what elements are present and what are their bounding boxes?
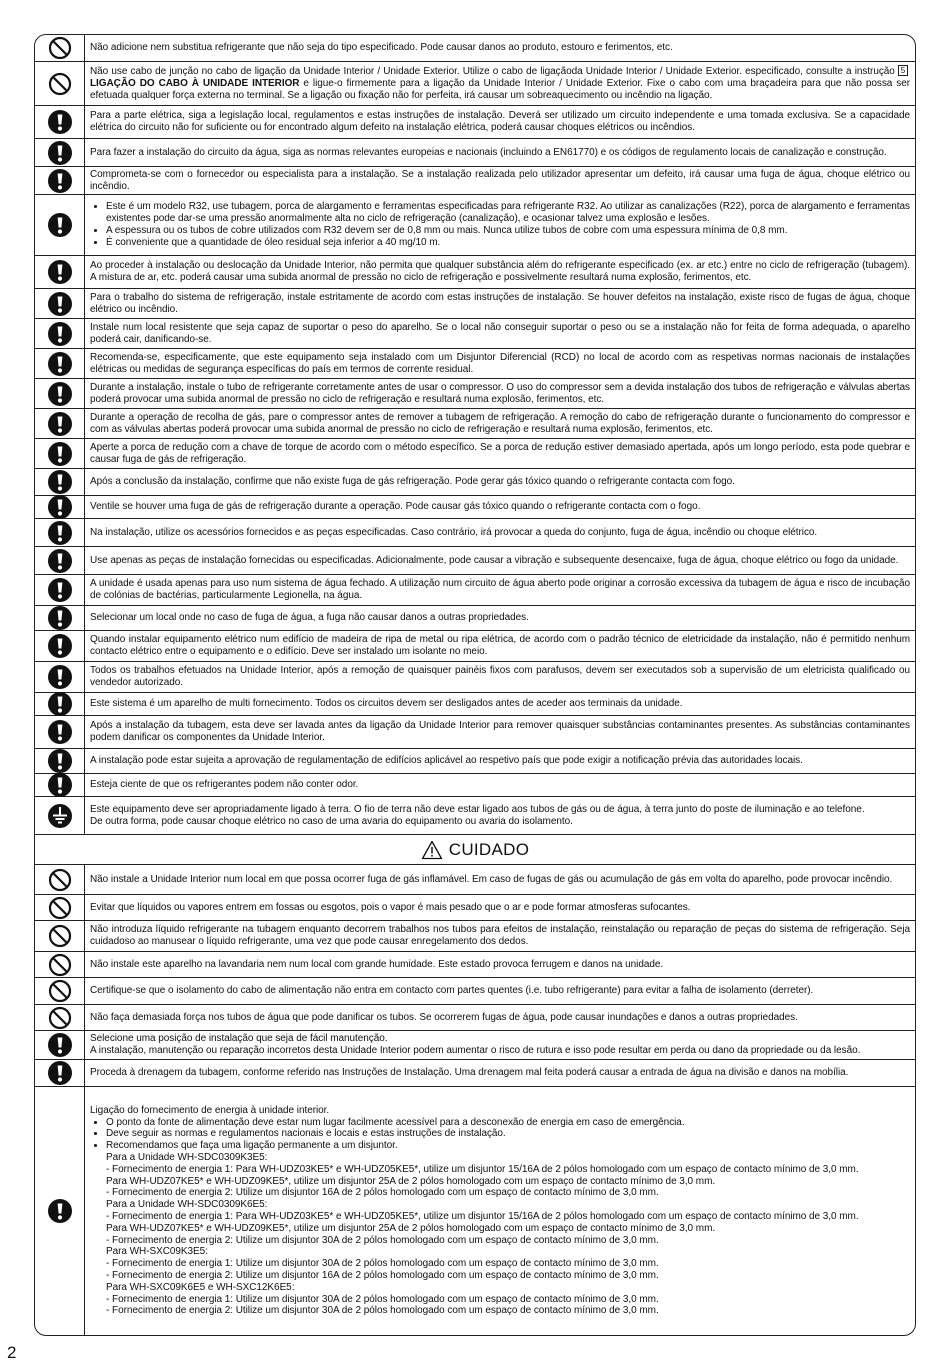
instruction-line: De outra forma, pode causar choque elétrico no caso de uma avaria do equipamento ou avaria do isolamento. [90, 815, 573, 827]
power-detail-line: Para WH-SXC09K6E5 e WH-SXC12K6E5: [106, 1281, 295, 1293]
row-icon-cell [35, 439, 85, 468]
row-text-cell [85, 575, 915, 605]
warning-row [35, 409, 915, 439]
mandatory-exclamation-icon [47, 469, 73, 495]
prohibition-icon [48, 979, 72, 1003]
instruction-text: Não instale a Unidade Interior num local em que possa ocorrer fuga de gás inflamável. Em caso de fugas de gás ou acumulação de gás em volta do aparelho, pode provocar incêndio. [90, 873, 893, 885]
warning-row [35, 167, 915, 195]
caution-row-item [35, 952, 915, 978]
instruction-text: Selecionar um local onde no caso de fuga de água, a fuga não causar danos a outras propriedades. [90, 612, 529, 624]
instruction-text: Ventile se houver uma fuga de gás de refrigeração durante a operação. Pode causar gás tóxico quando o refrigerante contacta com o fogo. [90, 501, 701, 513]
power-detail-line: - Fornecimento de energia 2: Utilize um disjuntor 16A de 2 pólos homologado com um espaço de contacto mínimo de 3,0 mm. [106, 1187, 659, 1199]
instruction-text: Evitar que líquidos ou vapores entrem em fossas ou esgotos, pois o vapor é mais pesado que o ar e pode formar atmosferas sufocantes. [90, 901, 691, 913]
row-icon-cell [35, 379, 85, 408]
row-text-cell [85, 62, 915, 105]
warning-row [35, 256, 915, 289]
instruction-text: Esteja ciente de que os refrigerantes podem não conter odor. [90, 779, 359, 791]
bullet-item: • O ponto da fonte de alimentação deve estar num lugar facilmente acessível para a desconexão de energia em caso de emergência. [106, 1117, 910, 1129]
row-text-cell [85, 952, 915, 977]
bullet-item: • Recomendamos que faça uma ligação permanente a um disjuntor. [106, 1140, 910, 1152]
row-text-cell [85, 35, 915, 61]
power-detail-line: - Fornecimento de energia 2: Utilize um disjuntor 30A de 2 pólos homologado com um espaço de contacto mínimo de 3,0 mm. [106, 1305, 659, 1317]
warning-row [35, 379, 915, 409]
caution-title [421, 840, 530, 860]
row-icon-cell [35, 519, 85, 546]
row-icon-cell [35, 797, 85, 834]
row-text-cell [85, 1031, 915, 1059]
caution-row-item [35, 921, 915, 952]
mandatory-exclamation-icon [47, 321, 73, 347]
row-icon-cell [35, 662, 85, 692]
instruction-intro: Ligação do fornecimento de energia à unidade interior. [90, 1104, 330, 1116]
row-text-cell [85, 519, 915, 546]
instruction-text: Após a conclusão da instalação, confirme que não existe fuga de gás refrigeração. Pode gerar gás tóxico quando o refrigerante contacta com fogo. [90, 476, 735, 488]
bullet-list [90, 201, 910, 248]
instruction-text: Instale num local resistente que seja capaz de suportar o peso do aparelho. Se o local não conseguir suportar o peso ou se a instalação não for feita de forma adequada, o aparelho poderá cair, danificando-se. [90, 321, 910, 345]
instruction-text: Para fazer a instalação do circuito da água, siga as normas relevantes europeias e nacionais (incluindo a EN61770) e os códigos de regulamento locais de canalização e construção. [90, 146, 887, 158]
instruction-text: Comprometa-se com o fornecedor ou especialista para a instalação. Se a instalação realizada pelo utilizador apresentar um defeito, irá causar uma fuga de água, choque elétrico ou incêndio. [90, 168, 910, 192]
instruction-text: A instalação pode estar sujeita a aprovação de regulamentação de edifícios aplicável ao respetivo país que pode exigir a notificação prévia das autoridades locais. [90, 755, 803, 767]
instruction-text: Certifique-se que o isolamento do cabo de alimentação não entra em contacto com partes quentes (i.e. tubo refrigerante) para evitar a falha de isolamento (derreter). [90, 985, 814, 997]
row-icon-cell [35, 1060, 85, 1086]
instruction-text: Ao proceder à instalação ou deslocação da Unidade Interior, não permita que qualquer substância além do refrigerante especificado (ex. ar etc.) entre no ciclo de refrigeração (tubagem). A mistura de ar, etc. poderá causar uma subida anormal de pressão no ciclo de refrigeração e possivelmente resultará numa explosão, ferimentos, etc. [90, 260, 910, 283]
warning-row [35, 62, 915, 106]
row-text-cell [85, 319, 915, 348]
row-icon-cell [35, 978, 85, 1004]
row-icon-cell [35, 167, 85, 194]
mandatory-exclamation-icon [47, 520, 73, 546]
instruction-text: Durante a operação de recolha de gás, pare o compressor antes de remover a tubagem de refrigeração. A remoção do cabo de refrigeração durante o funcionamento do compressor e com as válvulas abertas poderá provocar uma subida anormal de pressão no ciclo de refrigeração e resultará numa explosão, ferimentos, etc. [90, 411, 910, 435]
row-text-cell [85, 439, 915, 468]
mandatory-exclamation-icon [47, 109, 73, 135]
instruction-text: Não adicione nem substitua refrigerante que não seja do tipo especificado. Pode causar danos ao produto, estouro e ferimentos, etc. [90, 42, 673, 54]
power-detail-line: Para WH-UDZ07KE5* e WH-UDZ09KE5*, utilize um disjuntor 25A de 2 pólos homologado com um espaço de contacto mínimo de 3,0 mm. [106, 1175, 716, 1187]
row-icon-cell [35, 1087, 85, 1335]
caution-row-item [35, 865, 915, 895]
caution-row-item [35, 1031, 915, 1060]
power-detail-line: - Fornecimento de energia 2: Utilize um disjuntor 30A de 2 pólos homologado com um espaço de contacto mínimo de 3,0 mm. [106, 1234, 659, 1246]
mandatory-exclamation-icon [47, 605, 73, 631]
power-supply-row [35, 1087, 915, 1335]
warning-row [35, 35, 915, 62]
row-icon-cell [35, 749, 85, 773]
row-icon-cell [35, 409, 85, 438]
section-reference: LIGAÇÃO DO CABO À UNIDADE INTERIOR [90, 78, 300, 90]
instruction-text: Para a parte elétrica, siga a legislação local, regulamentos e estas instruções de instalação. Deverá ser utilizado um circuito independente e uma tomada exclusiva. Se a capacidade elétrica do circuito não for suficiente ou for encontrado algum defeito na instalação elétrica, poderá causar choques elétricos ou incêndios. [90, 110, 910, 133]
power-detail-line: Para WH-SXC09K3E5: [106, 1246, 208, 1258]
mandatory-exclamation-icon [47, 411, 73, 437]
caution-header [35, 835, 915, 865]
caution-row-item [35, 1005, 915, 1031]
instruction-text: Para o trabalho do sistema de refrigeração, instale estritamente de acordo com estas instruções de instalação. Se houver defeitos na instalação, existe risco de fugas de água, choque elétrico ou incêndio. [90, 291, 910, 315]
row-icon-cell [35, 952, 85, 977]
warning-row [35, 631, 915, 662]
row-text-cell [85, 1060, 915, 1086]
row-icon-cell [35, 139, 85, 166]
row-icon-cell [35, 349, 85, 378]
instruction-text: A unidade é usada apenas para uso num sistema de água fechado. A utilização num circuito de água aberto pode originar a corrosão excessiva da tubagem de água e risco de incubação de colónias de bactérias, particularmente Legionella, na água. [90, 578, 910, 601]
row-text-cell [85, 496, 915, 518]
row-text-cell [85, 978, 915, 1004]
row-text-cell [85, 631, 915, 661]
mandatory-exclamation-icon [47, 748, 73, 774]
row-text-cell [85, 139, 915, 166]
caution-row-item [35, 895, 915, 921]
row-icon-cell [35, 547, 85, 574]
row-icon-cell [35, 62, 85, 105]
instruction-text: Proceda à drenagem da tubagem, conforme referido nas Instruções de Instalação. Uma drenagem mal feita poderá causar a entrada de água na divisão e danos na mobília. [90, 1067, 849, 1079]
power-detail-line: Para WH-UDZ07KE5* e WH-UDZ09KE5*, utilize um disjuntor 25A de 2 pólos homologado com um espaço de contacto mínimo de 3,0 mm. [106, 1222, 716, 1234]
row-text-cell [85, 797, 915, 834]
instruction-text: Todos os trabalhos efetuados na Unidade Interior, após a remoção de quaisquer painéis fixos com parafusos, devem ser executados sob a supervisão de um eletricista qualificado ou vendedor autorizado. [90, 665, 910, 688]
warning-triangle-icon [421, 840, 443, 860]
power-detail-line: Para a Unidade WH-SDC0309K6E5: [106, 1199, 268, 1211]
mandatory-exclamation-icon [47, 494, 73, 520]
mandatory-exclamation-icon [47, 1032, 73, 1058]
instruction-text: Na instalação, utilize os acessórios fornecidos e as peças especificadas. Caso contrário, irá provocar a queda do conjunto, fuga de água, incêndio ou choque elétrico. [90, 526, 818, 538]
row-text-cell [85, 1005, 915, 1030]
prohibition-icon [48, 72, 72, 96]
row-icon-cell [35, 774, 85, 796]
power-detail-line: - Fornecimento de energia 1: Para WH-UDZ03KE5* e WH-UDZ05KE5*, utilize um disjuntor 15/16A de 2 pólos homologado com um espaço de contacto mínimo de 3,0 mm. [106, 1163, 859, 1175]
instruction-text-part: Não use cabo de junção no cabo de ligação da Unidade Interior / Unidade Exterior. Utilize o cabo de ligaçãoda Unidade Interior / Unidade Exterior. especificado, consulte a instrução [90, 66, 898, 78]
bullet-list [90, 1117, 910, 1152]
instruction-text: Não faça demasiada força nos tubos de água que pode danificar os tubos. Se ocorrerem fugas de água, pode causar inundações e danos a outras propriedades. [90, 1011, 798, 1023]
instruction-line: Este equipamento deve ser apropriadamente ligado à terra. O fio de terra não deve estar ligado aos tubos de gás ou de água, à terra junto do poste de iluminação e ao telefone. [90, 803, 865, 815]
warning-row [35, 289, 915, 319]
bullet-item: • É conveniente que a quantidade de óleo residual seja inferior a 40 mg/10 m. [106, 237, 910, 249]
row-text-cell [85, 349, 915, 378]
row-icon-cell [35, 606, 85, 630]
page-number: 2 [7, 1343, 17, 1362]
mandatory-exclamation-icon [47, 212, 73, 238]
row-text-cell [85, 1087, 915, 1335]
power-detail-line: Para a Unidade WH-SDC0309K3E5: [106, 1152, 268, 1164]
safety-table [34, 34, 916, 1336]
row-icon-cell [35, 1031, 85, 1059]
warning-row [35, 349, 915, 379]
warning-row [35, 749, 915, 774]
instruction-text: Durante a instalação, instale o tubo de refrigerante corretamente antes de usar o compressor. O uso do compressor sem a devida instalação dos tubos de refrigeração e válvulas abertas poderá provocar uma subida anormal de pressão no ciclo de refrigeração e resultará numa explosão, ferimentos, etc. [90, 381, 910, 405]
mandatory-exclamation-icon [47, 664, 73, 690]
caution-row-item [35, 1060, 915, 1087]
instruction-text: Aperte a porca de redução com a chave de torque de acordo com o método específico. Se a porca de redução estiver demasiado apertada, após um longo período, esta pode quebrar e causar fuga de gás de refrigeração. [90, 441, 910, 465]
row-icon-cell [35, 575, 85, 605]
mandatory-exclamation-icon [47, 772, 73, 798]
mandatory-exclamation-icon [47, 381, 73, 407]
row-icon-cell [35, 631, 85, 661]
warning-row [35, 139, 915, 167]
row-icon-cell [35, 195, 85, 255]
row-icon-cell [35, 319, 85, 348]
row-text-cell [85, 606, 915, 630]
mandatory-exclamation-icon [47, 691, 73, 717]
instruction-text: Use apenas as peças de instalação fornecidas ou especificadas. Adicionalmente, pode causar a vibração e subsequente desencaixe, fuga de água, choque elétrico ou fogo da unidade. [90, 554, 899, 566]
row-icon-cell [35, 106, 85, 138]
power-detail-line: - Fornecimento de energia 1: Utilize um disjuntor 30A de 2 pólos homologado com um espaço de contacto mínimo de 3,0 mm. [106, 1293, 659, 1305]
row-text-cell [85, 774, 915, 796]
prohibition-icon [48, 896, 72, 920]
row-icon-cell [35, 716, 85, 748]
mandatory-exclamation-icon [47, 291, 73, 317]
prohibition-icon [48, 868, 72, 892]
bullet-item: • Deve seguir as normas e regulamentos nacionais e locais e estas instruções de instalação. [106, 1128, 910, 1140]
instruction-text: Este sistema é um aparelho de multi fornecimento. Todos os circuitos devem ser desligados antes de aceder aos terminais da unidade. [90, 698, 683, 710]
row-icon-cell [35, 496, 85, 518]
instruction-text: Quando instalar equipamento elétrico num edifício de madeira de ripa de metal ou ripa elétrica, de acordo com o padrão técnico de eletricidade da instalação, não é permitido nenhum contacto elétrico entre o equipamento e o edifício. Deve ser instalado um isolante no meio. [90, 634, 910, 657]
warning-row [35, 496, 915, 519]
row-text-cell [85, 865, 915, 894]
bullet-item: • Este é um modelo R32, use tubagem, porca de alargamento e ferramentas especificadas para refrigerante R32. Ao utilizar as canalizações (R22), porca de alargamento e ferramentas existentes pode dar-se uma pressão anormalmente alta no ciclo de refrigeração (canalização), e ocasionar talvez uma explosão e lesões. [106, 201, 910, 225]
power-detail-line: - Fornecimento de energia 1: Utilize um disjuntor 30A de 2 pólos homologado com um espaço de contacto mínimo de 3,0 mm. [106, 1258, 659, 1270]
row-text-cell [85, 167, 915, 194]
row-icon-cell [35, 289, 85, 318]
prohibition-icon [48, 1006, 72, 1030]
caution-label: CUIDADO [448, 839, 530, 859]
row-text-cell [85, 256, 915, 288]
power-detail-line: - Fornecimento de energia 2: Utilize um disjuntor 16A de 2 pólos homologado com um espaço de contacto mínimo de 3,0 mm. [106, 1269, 659, 1281]
row-icon-cell [35, 895, 85, 920]
row-text-cell [85, 662, 915, 692]
warning-row [35, 319, 915, 349]
row-text-cell [85, 106, 915, 138]
row-text-cell [85, 379, 915, 408]
mandatory-exclamation-icon [47, 168, 73, 194]
row-text-cell [85, 895, 915, 920]
instruction-line: A instalação, manutenção ou reparação incorretos desta Unidade Interior podem aumentar o risco de rutura e isso pode resultar em perda ou dano da propriedade ou da lesão. [90, 1045, 861, 1056]
row-text-cell [85, 409, 915, 438]
instruction-text: Recomenda-se, especificamente, que este equipamento seja instalado com um Disjuntor Diferencial (RCD) no local de acordo com as respetivas normas nacionais de instalações elétricas ou medidas de segurança específicas do país em termos de corrente residual. [90, 351, 910, 375]
row-icon-cell [35, 693, 85, 715]
row-text-cell [85, 289, 915, 318]
warning-row [35, 797, 915, 835]
row-icon-cell [35, 35, 85, 61]
earth-ground-icon [47, 803, 73, 829]
instruction-line: Selecione uma posição de instalação que seja de fácil manutenção. [90, 1033, 388, 1045]
bullet-item: • A espessura ou os tubos de cobre utilizados com R32 devem ser de 0,8 mm ou mais. Nunca utilize tubos de cobre com uma espessura mínima de 0,8 mm. [106, 225, 910, 237]
mandatory-exclamation-icon [47, 441, 73, 467]
row-icon-cell [35, 921, 85, 951]
prohibition-icon [48, 36, 72, 60]
row-text-cell [85, 749, 915, 773]
warning-row [35, 716, 915, 749]
row-text-cell [85, 921, 915, 951]
warning-row [35, 519, 915, 547]
section-number-box: 5 [898, 65, 908, 76]
row-text-cell [85, 716, 915, 748]
instruction-text: Após a instalação da tubagem, esta deve ser lavada antes da ligação da Unidade Interior para remover quaisquer substâncias contaminantes presentes. As substâncias contaminantes podem danificar os componentes da Unidade Interior. [90, 720, 910, 743]
instruction-text-part: e ligue-o firmemente para a ligação da Unidade Interior / Unidade Exterior. Fixe o cabo com uma braçadeira para que não possa ser efetuada qualquer força externa no terminal. Se a ligação ou fixação não for perfeita, irá causar um sobreaquecimento ou incêndio na ligação. [90, 78, 910, 101]
instruction-text [90, 65, 910, 101]
row-text-cell [85, 195, 915, 255]
warning-row [35, 195, 915, 256]
row-text-cell [85, 547, 915, 574]
warning-row [35, 774, 915, 797]
warning-row [35, 575, 915, 606]
row-text-cell [85, 469, 915, 495]
row-icon-cell [35, 256, 85, 288]
row-icon-cell [35, 865, 85, 894]
row-text-cell [85, 693, 915, 715]
warning-row [35, 693, 915, 716]
warning-row [35, 547, 915, 575]
warning-row [35, 469, 915, 496]
row-icon-cell [35, 469, 85, 495]
power-detail-line: - Fornecimento de energia 1: Para WH-UDZ03KE5* e WH-UDZ05KE5*, utilize um disjuntor 15/16A de 2 pólos homologado com um espaço de contacto mínimo de 3,0 mm. [106, 1211, 859, 1222]
mandatory-exclamation-icon [47, 1060, 73, 1086]
caution-row-item [35, 978, 915, 1005]
prohibition-icon [48, 953, 72, 977]
mandatory-exclamation-icon [47, 140, 73, 166]
mandatory-exclamation-icon [47, 577, 73, 603]
mandatory-exclamation-icon [47, 548, 73, 574]
row-icon-cell [35, 1005, 85, 1030]
warning-row [35, 606, 915, 631]
mandatory-exclamation-icon [47, 633, 73, 659]
mandatory-exclamation-icon [47, 1198, 73, 1224]
warning-row [35, 106, 915, 139]
instruction-text: Não instale este aparelho na lavandaria nem num local com grande humidade. Este estado provoca ferrugem e danos na unidade. [90, 958, 664, 970]
mandatory-exclamation-icon [47, 351, 73, 377]
mandatory-exclamation-icon [47, 259, 73, 285]
warning-row [35, 662, 915, 693]
instruction-text: Não introduza líquido refrigerante na tubagem enquanto decorrem trabalhos nos tubos para efeitos de instalação, reinstalação ou reparação de peças do sistema de refrigeração. Seja cuidadoso ao manusear o líquido refrigerante, uma vez que pode causar enregelamento dos dedos. [90, 924, 910, 947]
prohibition-icon [48, 924, 72, 948]
mandatory-exclamation-icon [47, 719, 73, 745]
warning-row [35, 439, 915, 469]
